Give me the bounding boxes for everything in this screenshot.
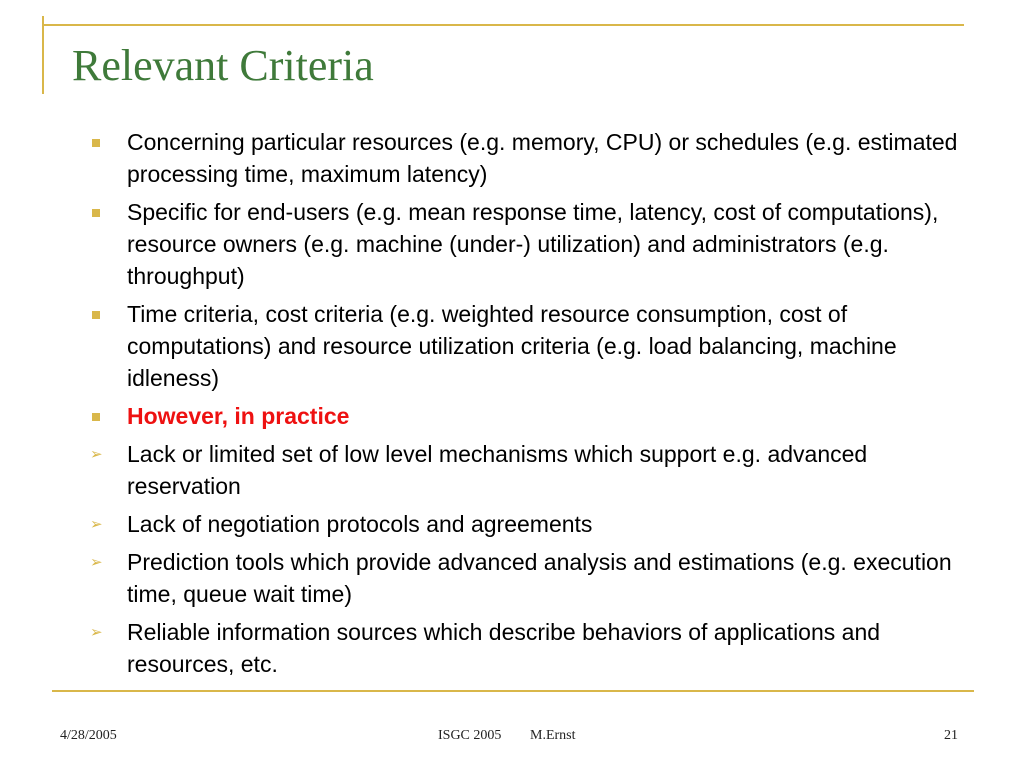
- bullet-item: [90, 298, 960, 394]
- footer-author: M.Ernst: [530, 728, 576, 743]
- footer-date: 4/28/2005: [60, 728, 117, 743]
- bullet-item: [90, 438, 960, 502]
- bullet-text: Time criteria, cost criteria (e.g. weighted resource consumption, cost of computations) and resource utilization criteria (e.g. load balancing, machine idleness): [127, 301, 897, 391]
- left-rule: [42, 16, 44, 94]
- bullet-item: [90, 196, 960, 292]
- bullet-item: [90, 126, 960, 190]
- bullet-text: Prediction tools which provide advanced analysis and estimations (e.g. execution time, queue wait time): [127, 549, 952, 607]
- bullet-text: However, in practice: [127, 403, 350, 429]
- bullet-item: [90, 616, 960, 680]
- footer-event: ISGC 2005: [438, 728, 502, 743]
- bullet-text: Specific for end-users (e.g. mean response time, latency, cost of computations), resource owners (e.g. machine (under-) utilization) and administrators (e.g. throughput): [127, 199, 939, 289]
- arrow-bullet-icon: ➢: [90, 515, 103, 533]
- arrow-bullet-icon: ➢: [90, 445, 103, 463]
- square-bullet-icon: [90, 126, 114, 158]
- square-bullet-icon: [90, 196, 114, 228]
- bullet-text: Lack of negotiation protocols and agreements: [127, 511, 593, 537]
- bullet-item: [90, 400, 960, 432]
- square-bullet-icon: [90, 298, 114, 330]
- arrow-bullet-icon: ➢: [90, 623, 103, 641]
- page-number: 21: [944, 728, 958, 743]
- bullet-text: Reliable information sources which describe behaviors of applications and resources, etc.: [127, 619, 881, 677]
- arrow-bullet-icon: ➢: [90, 553, 103, 571]
- bullet-item: [90, 546, 960, 610]
- slide-title: Relevant Criteria: [72, 41, 374, 90]
- top-rule: [42, 24, 964, 26]
- bullet-text: Lack or limited set of low level mechanisms which support e.g. advanced reservation: [127, 441, 868, 499]
- bullet-item: [90, 508, 960, 540]
- bullet-text: Concerning particular resources (e.g. memory, CPU) or schedules (e.g. estimated processing time, maximum latency): [127, 129, 958, 187]
- square-bullet-icon: [90, 400, 114, 432]
- bullet-list: [90, 126, 960, 686]
- bottom-rule: [52, 690, 974, 692]
